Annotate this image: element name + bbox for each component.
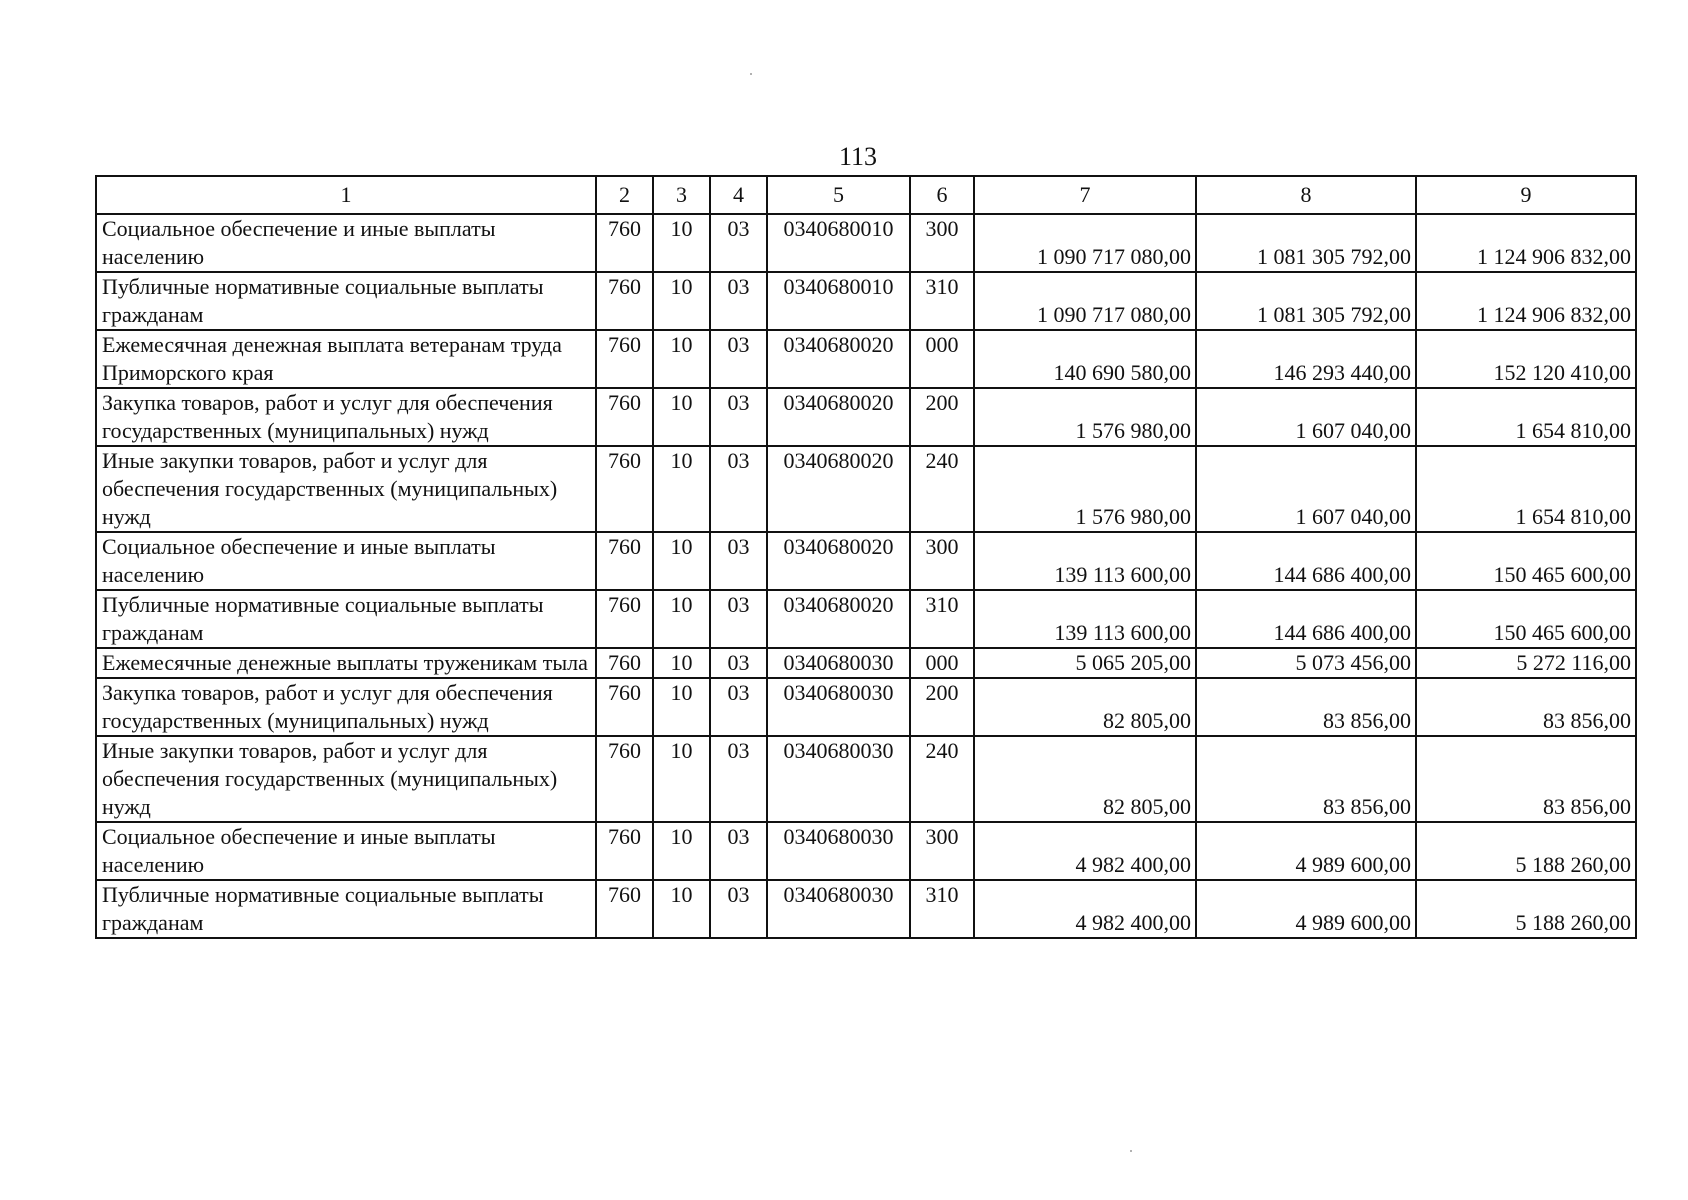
amount-col9-cell: 150 465 600,00	[1416, 590, 1636, 648]
section-code-cell: 10	[653, 272, 710, 330]
row-name-cell: Закупка товаров, работ и услуг для обеспечения государственных (муниципальных) нужд	[96, 678, 596, 736]
amount-col8-cell: 5 073 456,00	[1196, 648, 1416, 678]
section-code-cell: 10	[653, 446, 710, 532]
subsection-code-cell: 03	[710, 590, 767, 648]
target-article-cell: 0340680030	[767, 880, 910, 938]
amount-col9-cell: 5 188 260,00	[1416, 822, 1636, 880]
table-row	[96, 330, 1636, 388]
row-name-cell: Закупка товаров, работ и услуг для обеспечения государственных (муниципальных) нужд	[96, 388, 596, 446]
amount-col9-cell: 83 856,00	[1416, 678, 1636, 736]
scan-speck-top	[750, 73, 752, 75]
subsection-code-cell: 03	[710, 446, 767, 532]
row-name-cell: Социальное обеспечение и иные выплаты населению	[96, 532, 596, 590]
amount-col8-cell: 1 081 305 792,00	[1196, 272, 1416, 330]
row-name-cell: Публичные нормативные социальные выплаты гражданам	[96, 272, 596, 330]
expense-type-cell: 310	[910, 272, 974, 330]
table-row	[96, 648, 1636, 678]
expense-type-cell: 310	[910, 880, 974, 938]
amount-col7-cell: 1 090 717 080,00	[974, 214, 1196, 272]
amount-col8-cell: 83 856,00	[1196, 678, 1416, 736]
amount-col8-cell: 146 293 440,00	[1196, 330, 1416, 388]
page-number: 113	[838, 142, 878, 171]
expense-type-cell: 300	[910, 214, 974, 272]
ministry-code-cell: 760	[596, 388, 653, 446]
target-article-cell: 0340680010	[767, 214, 910, 272]
subsection-code-cell: 03	[710, 532, 767, 590]
amount-col8-cell: 4 989 600,00	[1196, 880, 1416, 938]
subsection-code-cell: 03	[710, 648, 767, 678]
amount-col7-cell: 5 065 205,00	[974, 648, 1196, 678]
target-article-cell: 0340680030	[767, 648, 910, 678]
amount-col7-cell: 4 982 400,00	[974, 822, 1196, 880]
section-code-cell: 10	[653, 648, 710, 678]
section-code-cell: 10	[653, 678, 710, 736]
table-row	[96, 678, 1636, 736]
target-article-cell: 0340680010	[767, 272, 910, 330]
expense-type-cell: 240	[910, 446, 974, 532]
column-header-1: 1	[96, 176, 596, 214]
table-row	[96, 590, 1636, 648]
column-header-9: 9	[1416, 176, 1636, 214]
subsection-code-cell: 03	[710, 678, 767, 736]
target-article-cell: 0340680020	[767, 446, 910, 532]
expense-type-cell: 300	[910, 532, 974, 590]
amount-col9-cell: 1 654 810,00	[1416, 388, 1636, 446]
row-name-cell: Публичные нормативные социальные выплаты гражданам	[96, 880, 596, 938]
amount-col8-cell: 1 607 040,00	[1196, 388, 1416, 446]
target-article-cell: 0340680020	[767, 532, 910, 590]
amount-col9-cell: 150 465 600,00	[1416, 532, 1636, 590]
amount-col8-cell: 4 989 600,00	[1196, 822, 1416, 880]
amount-col8-cell: 144 686 400,00	[1196, 590, 1416, 648]
row-name-cell: Социальное обеспечение и иные выплаты населению	[96, 214, 596, 272]
ministry-code-cell: 760	[596, 532, 653, 590]
subsection-code-cell: 03	[710, 388, 767, 446]
table-row	[96, 272, 1636, 330]
target-article-cell: 0340680030	[767, 736, 910, 822]
column-header-8: 8	[1196, 176, 1416, 214]
table-row	[96, 388, 1636, 446]
target-article-cell: 0340680020	[767, 388, 910, 446]
column-header-2: 2	[596, 176, 653, 214]
table-row	[96, 446, 1636, 532]
amount-col7-cell: 1 090 717 080,00	[974, 272, 1196, 330]
section-code-cell: 10	[653, 214, 710, 272]
section-code-cell: 10	[653, 590, 710, 648]
target-article-cell: 0340680020	[767, 590, 910, 648]
amount-col8-cell: 144 686 400,00	[1196, 532, 1416, 590]
expense-type-cell: 200	[910, 678, 974, 736]
table-row	[96, 736, 1636, 822]
amount-col9-cell: 1 124 906 832,00	[1416, 214, 1636, 272]
table-row	[96, 880, 1636, 938]
ministry-code-cell: 760	[596, 446, 653, 532]
target-article-cell: 0340680030	[767, 822, 910, 880]
amount-col7-cell: 140 690 580,00	[974, 330, 1196, 388]
amount-col7-cell: 4 982 400,00	[974, 880, 1196, 938]
header-row	[96, 176, 1636, 214]
amount-col7-cell: 1 576 980,00	[974, 446, 1196, 532]
section-code-cell: 10	[653, 736, 710, 822]
amount-col9-cell: 83 856,00	[1416, 736, 1636, 822]
table-row	[96, 822, 1636, 880]
amount-col8-cell: 83 856,00	[1196, 736, 1416, 822]
subsection-code-cell: 03	[710, 880, 767, 938]
scan-speck-bottom	[1130, 1150, 1132, 1152]
amount-col8-cell: 1 081 305 792,00	[1196, 214, 1416, 272]
amount-col9-cell: 5 188 260,00	[1416, 880, 1636, 938]
target-article-cell: 0340680030	[767, 678, 910, 736]
amount-col7-cell: 139 113 600,00	[974, 532, 1196, 590]
expense-type-cell: 310	[910, 590, 974, 648]
table-row	[96, 532, 1636, 590]
ministry-code-cell: 760	[596, 678, 653, 736]
row-name-cell: Иные закупки товаров, работ и услуг для обеспечения государственных (муниципальных) нужд	[96, 736, 596, 822]
table-row	[96, 214, 1636, 272]
expense-type-cell: 000	[910, 648, 974, 678]
column-header-7: 7	[974, 176, 1196, 214]
column-header-6: 6	[910, 176, 974, 214]
amount-col7-cell: 82 805,00	[974, 678, 1196, 736]
amount-col9-cell: 5 272 116,00	[1416, 648, 1636, 678]
ministry-code-cell: 760	[596, 736, 653, 822]
subsection-code-cell: 03	[710, 736, 767, 822]
section-code-cell: 10	[653, 822, 710, 880]
amount-col9-cell: 1 654 810,00	[1416, 446, 1636, 532]
row-name-cell: Публичные нормативные социальные выплаты гражданам	[96, 590, 596, 648]
row-name-cell: Ежемесячная денежная выплата ветеранам труда Приморского края	[96, 330, 596, 388]
expense-type-cell: 000	[910, 330, 974, 388]
row-name-cell: Социальное обеспечение и иные выплаты населению	[96, 822, 596, 880]
ministry-code-cell: 760	[596, 214, 653, 272]
amount-col9-cell: 1 124 906 832,00	[1416, 272, 1636, 330]
amount-col7-cell: 82 805,00	[974, 736, 1196, 822]
column-header-5: 5	[767, 176, 910, 214]
expense-type-cell: 200	[910, 388, 974, 446]
section-code-cell: 10	[653, 532, 710, 590]
subsection-code-cell: 03	[710, 822, 767, 880]
row-name-cell: Ежемесячные денежные выплаты труженикам тыла	[96, 648, 596, 678]
ministry-code-cell: 760	[596, 272, 653, 330]
section-code-cell: 10	[653, 388, 710, 446]
ministry-code-cell: 760	[596, 648, 653, 678]
column-header-3: 3	[653, 176, 710, 214]
amount-col9-cell: 152 120 410,00	[1416, 330, 1636, 388]
ministry-code-cell: 760	[596, 822, 653, 880]
target-article-cell: 0340680020	[767, 330, 910, 388]
ministry-code-cell: 760	[596, 590, 653, 648]
budget-table	[95, 175, 1637, 939]
section-code-cell: 10	[653, 880, 710, 938]
row-name-cell: Иные закупки товаров, работ и услуг для обеспечения государственных (муниципальных) нужд	[96, 446, 596, 532]
amount-col8-cell: 1 607 040,00	[1196, 446, 1416, 532]
amount-col7-cell: 139 113 600,00	[974, 590, 1196, 648]
subsection-code-cell: 03	[710, 214, 767, 272]
subsection-code-cell: 03	[710, 272, 767, 330]
column-header-4: 4	[710, 176, 767, 214]
expense-type-cell: 240	[910, 736, 974, 822]
amount-col7-cell: 1 576 980,00	[974, 388, 1196, 446]
ministry-code-cell: 760	[596, 330, 653, 388]
section-code-cell: 10	[653, 330, 710, 388]
subsection-code-cell: 03	[710, 330, 767, 388]
ministry-code-cell: 760	[596, 880, 653, 938]
expense-type-cell: 300	[910, 822, 974, 880]
